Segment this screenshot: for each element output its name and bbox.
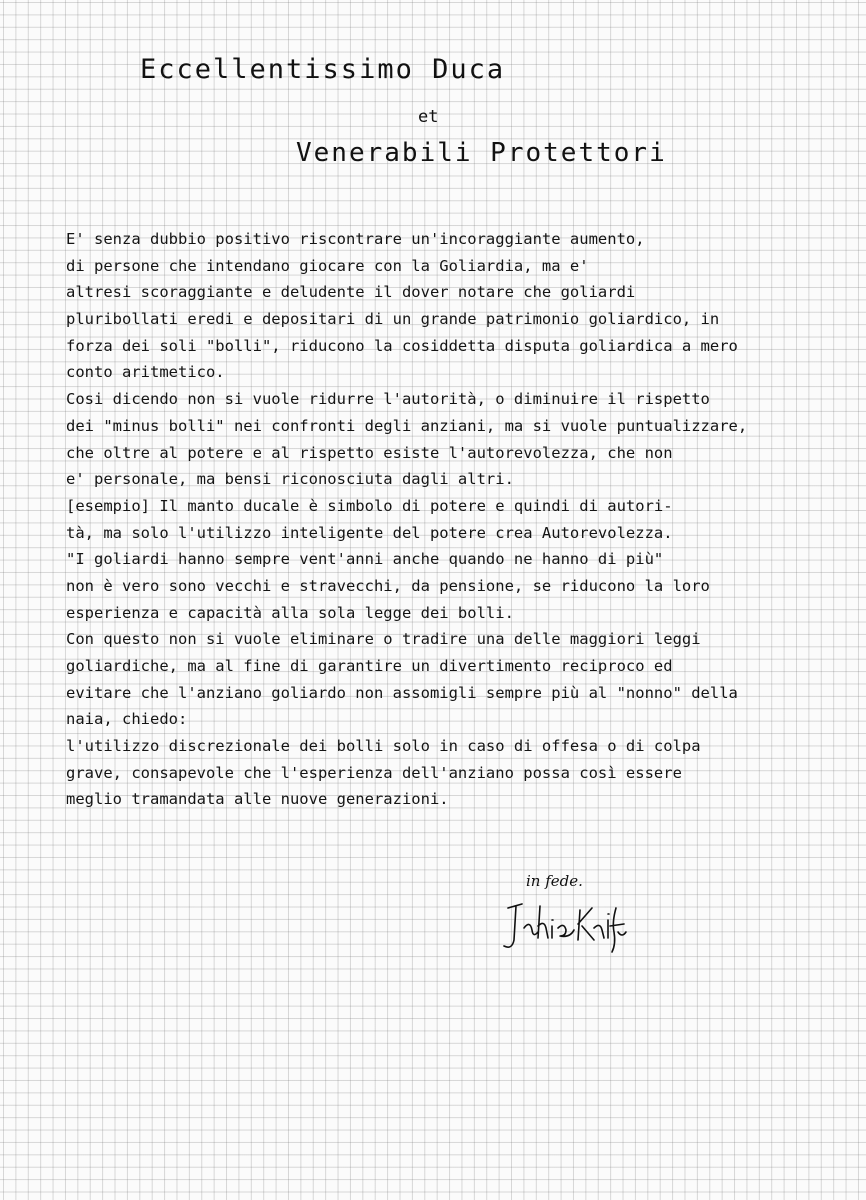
body-line: goliardiche, ma al fine di garantire un divertimento reciproco ed bbox=[66, 657, 673, 675]
body-line: che oltre al potere e al rispetto esiste l'autorevolezza, che non bbox=[66, 443, 673, 462]
letter-body bbox=[66, 226, 852, 813]
body-line: evitare che l'anziano goliardo non assomigli sempre più al "nonno" della bbox=[66, 683, 738, 702]
body-line: altresi scoraggiante e deludente il dover notare che goliardi bbox=[66, 283, 636, 302]
body-line: conto aritmetico. bbox=[66, 363, 225, 382]
body-line: E' senza dubbio positivo riscontrare un'incoraggiante aumento, bbox=[66, 230, 645, 248]
body-line: pluribollati eredi e depositari di un grande patrimonio goliardico, in bbox=[66, 310, 720, 329]
body-line: l'utilizzo discrezionale dei bolli solo in caso di offesa o di colpa bbox=[66, 737, 701, 756]
body-line: grave, consapevole che l'esperienza dell'anziano possa così essere bbox=[66, 763, 682, 782]
handwritten-signature bbox=[500, 898, 630, 958]
closing-text: in fede. bbox=[526, 872, 583, 890]
body-line: esperienza e capacità alla sola legge dei bolli. bbox=[66, 603, 514, 622]
body-line: [esempio] Il manto ducale è simbolo di potere e quindi di autori- bbox=[66, 496, 673, 515]
body-line: meglio tramandata alle nuove generazioni. bbox=[66, 790, 449, 809]
body-line: di persone che intendano giocare con la Goliardia, ma e' bbox=[66, 256, 589, 275]
body-line: tà, ma solo l'utilizzo inteligente del potere crea Autorevolezza. bbox=[66, 523, 673, 542]
letter-title-line-1: Eccellentissimo Duca bbox=[140, 54, 506, 85]
letter-title-line-2: et bbox=[418, 107, 439, 127]
body-line: Con questo non si vuole eliminare o tradire una delle maggiori leggi bbox=[66, 630, 701, 649]
signature-block bbox=[500, 872, 650, 962]
letter-title-line-3: Venerabili Protettori bbox=[296, 138, 667, 168]
body-line: forza dei soli "bolli", riducono la cosiddetta disputa goliardica a mero bbox=[66, 336, 738, 355]
body-line: non è vero sono vecchi e stravecchi, da pensione, se riducono la loro bbox=[66, 576, 710, 595]
body-line: "I goliardi hanno sempre vent'anni anche quando ne hanno di più" bbox=[66, 550, 664, 569]
body-line: Cosi dicendo non si vuole ridurre l'autorità, o diminuire il rispetto bbox=[66, 390, 710, 409]
body-line: dei "minus bolli" nei confronti degli anziani, ma si vuole puntualizzare, bbox=[66, 416, 748, 435]
body-line: naia, chiedo: bbox=[66, 710, 188, 729]
body-line: e' personale, ma bensi riconosciuta dagli altri. bbox=[66, 470, 514, 489]
